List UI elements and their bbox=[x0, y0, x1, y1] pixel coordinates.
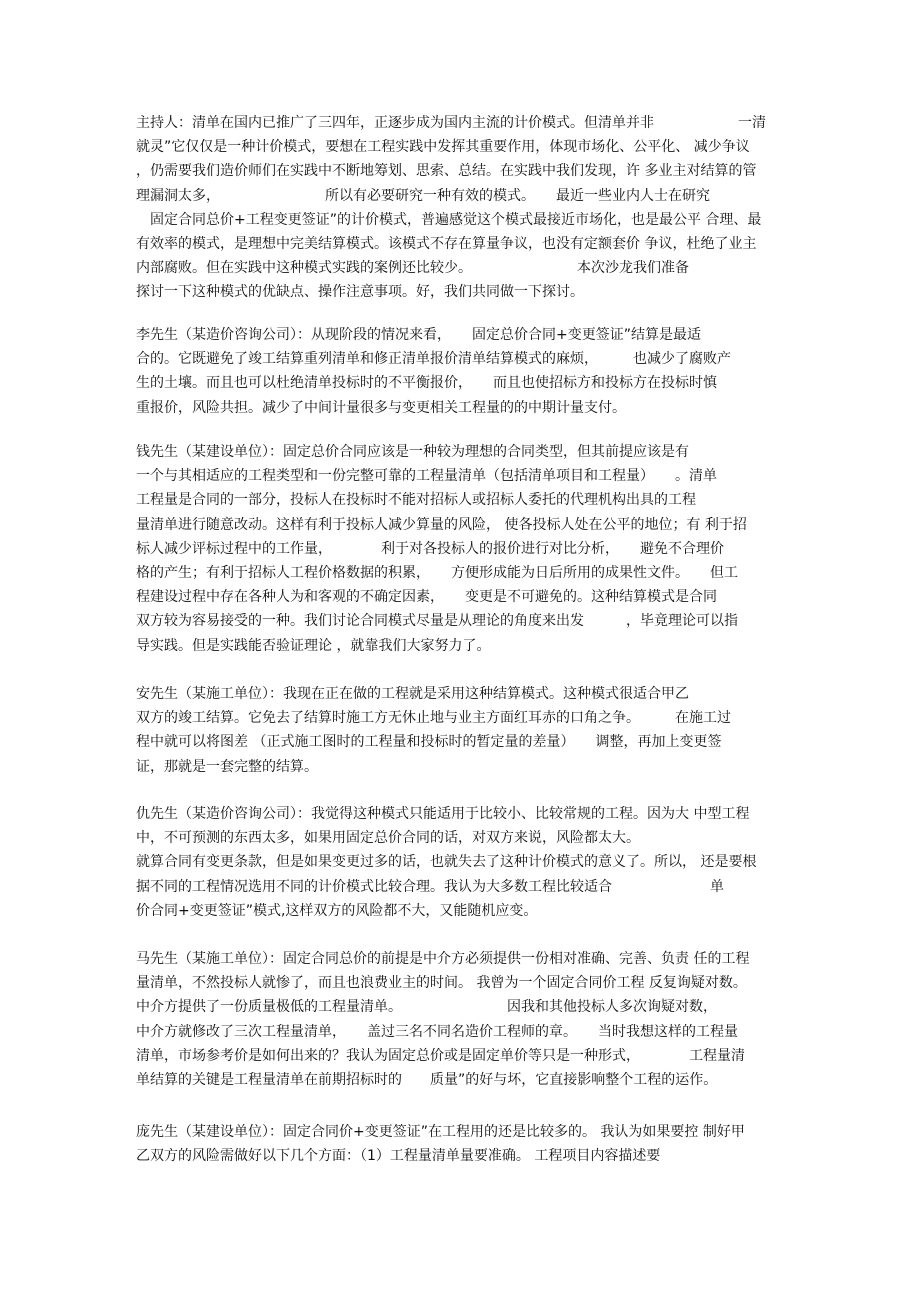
text-line-content: 双方的竣工结算。它免去了结算时施工方无休止地与业主方面红耳赤的口角之争。 在施工过 bbox=[136, 710, 731, 726]
text-line bbox=[136, 538, 784, 560]
text-line-content: 马先生（某施工单位）：固定合同总价的前提是中介方必须提供一份相对准确、完善、负责 任的工程 bbox=[136, 951, 750, 967]
text-line bbox=[136, 948, 784, 970]
text-line bbox=[136, 233, 784, 255]
text-line-content: 有效率的模式，是理想中完美结算模式。该模式不存在算量争议，也没有定额套价 争议，杜绝了业主 bbox=[136, 236, 757, 252]
text-line-content: 庞先生（某建设单位）：固定合同价+变更签证”在工程用的还是比较多的。 我认为如果要控 制好甲 bbox=[136, 1124, 745, 1140]
text-line-content: 主持人：清单在国内已推广了三四年，正逐步成为国内主流的计价模式。但清单并非 一清 bbox=[136, 115, 766, 131]
text-line bbox=[136, 683, 784, 705]
text-line-content: 工程量是合同的一部分，投标人在投标时不能对招标人或招标人委托的代理机构出具的工程 bbox=[136, 492, 696, 508]
text-line-content: 重报价，风险共担。减少了中间计量很多与变更相关工程量的的中期计量支付。 bbox=[136, 400, 626, 416]
text-line bbox=[136, 209, 784, 231]
text-line bbox=[136, 1121, 784, 1143]
text-line-content: 程建设过程中存在各种人为和客观的不确定因素， 变更是不可避免的。这种结算模式是合同 bbox=[136, 589, 717, 605]
text-line bbox=[136, 996, 784, 1018]
text-line bbox=[136, 972, 784, 994]
text-line-content: 一个与其相适应的工程类型和一份完整可靠的工程量清单（包括清单项目和工程量） 。清单 bbox=[136, 468, 717, 484]
text-line-content: ，仍需要我们造价师们在实践中不断地筹划、思索、总结。在实践中我们发现，许 多业主对结算的管 bbox=[136, 163, 757, 179]
text-line-content: 就算合同有变更条款，但是如果变更过多的话，也就失去了这种计价模式的意义了。所以， 还是要根 bbox=[136, 854, 757, 870]
text-line bbox=[136, 372, 784, 394]
text-line-content: 生的土壤。而且也可以杜绝清单投标时的不平衡报价， 而且也使招标方和投标方在投标时慎 bbox=[136, 375, 717, 391]
text-line-content: 格的产生；有利于招标人工程价格数据的积累， 方便形成能为日后所用的成果性文件。 但工 bbox=[136, 565, 738, 581]
text-line bbox=[136, 281, 784, 303]
text-line-content: 钱先生（某建设单位）：固定总价合同应该是一种较为理想的合同类型，但其前提应该是有 bbox=[136, 444, 689, 460]
text-line bbox=[136, 707, 784, 729]
text-line-content: 固定合同总价+工程变更签证”的计价模式，普遍感觉这个模式最接近市场化，也是最公平 合理、最 bbox=[136, 212, 762, 228]
text-line-content: 乙双方的风险需做好以下几个方面：（1）工程量清单量要准确。 工程项目内容描述要 bbox=[136, 1148, 661, 1164]
text-line bbox=[136, 756, 784, 778]
text-line bbox=[136, 876, 784, 898]
text-line-content: 合的。它既避免了竣工结算重列清单和修正清单报价清单结算模式的麻烦， 也减少了腐败产 bbox=[136, 351, 731, 367]
text-line-content: 安先生（某施工单位）：我现在正在做的工程就是采用这种结算模式。这种模式很适合甲乙 bbox=[136, 686, 689, 702]
text-line bbox=[136, 1069, 784, 1091]
text-line bbox=[136, 112, 784, 134]
text-line bbox=[136, 348, 784, 370]
text-line-content: 就灵”它仅仅是一种计价模式，要想在工程实践中发挥其重要作用，体现市场化、公平化、 减少争议 bbox=[136, 139, 750, 155]
text-line-content: 中介方就修改了三次工程量清单， 盖过三名不同名造价工程师的章。 当时我想这样的工程量 bbox=[136, 1024, 738, 1040]
text-line bbox=[136, 562, 784, 584]
text-line bbox=[136, 185, 784, 207]
text-line bbox=[136, 514, 784, 536]
text-line bbox=[136, 324, 784, 346]
text-line-content: 李先生（某造价咨询公司）：从现阶段的情况来看， 固定总价合同+变更签证”结算是最适 bbox=[136, 327, 701, 343]
text-line-content: 仇先生（某造价咨询公司）：我觉得这种模式只能适用于比较小、比较常规的工程。因为大 中型工程 bbox=[136, 806, 750, 822]
text-line bbox=[136, 489, 784, 511]
text-line-content: 证，那就是一套完整的结算。 bbox=[136, 759, 318, 775]
text-line-content: 标人减少评标过程中的工作量， 利于对各投标人的报价进行对比分析， 避免不合理价 bbox=[136, 541, 724, 557]
text-line-content: 量清单进行随意改动。这样有利于投标人减少算量的风险， 使各投标人处在公平的地位；有 利于招 bbox=[136, 517, 747, 533]
text-line-content: 价合同+变更签证”模式,这样双方的风险都不大，又能随机应变。 bbox=[136, 903, 538, 919]
text-line bbox=[136, 635, 784, 657]
text-line bbox=[136, 397, 784, 419]
text-line-content: 探讨一下这种模式的优缺点、操作注意事项。好，我们共同做一下探讨。 bbox=[136, 284, 584, 300]
text-line bbox=[136, 465, 784, 487]
text-line-content: 据不同的工程情况选用不同的计价模式比较合理。我认为大多数工程比较适合 单 bbox=[136, 879, 724, 895]
text-line-content: 内部腐败。但在实践中这种模式实践的案例还比较少。 本次沙龙我们准备 bbox=[136, 260, 689, 276]
text-line-content: 中，不可预测的东西太多，如果用固定总价合同的话，对双方来说，风险都太大。 bbox=[136, 830, 640, 846]
text-line bbox=[136, 851, 784, 873]
text-line bbox=[136, 257, 784, 279]
text-line bbox=[136, 136, 784, 158]
text-line bbox=[136, 610, 784, 632]
text-line bbox=[136, 1145, 784, 1167]
text-line bbox=[136, 803, 784, 825]
text-line bbox=[136, 827, 784, 849]
text-line-content: 量清单，不然投标人就惨了，而且也浪费业主的时间。 我曾为一个固定合同价工程 反复询疑对数。 bbox=[136, 975, 747, 991]
text-line-content: 导实践。但是实践能否验证理论 ，就靠我们大家努力了。 bbox=[136, 638, 491, 654]
text-line bbox=[136, 586, 784, 608]
text-line-content: 理漏洞太多， 所以有必要研究一种有效的模式。 最近一些业内人士在研究 bbox=[136, 188, 710, 204]
text-line bbox=[136, 441, 784, 463]
text-line-content: 清单，市场参考价是如何出来的？我认为固定总价或是固定单价等只是一种形式， 工程量清 bbox=[136, 1048, 745, 1064]
text-line-content: 双方较为容易接受的一种。我们讨论合同模式尽量是从理论的角度来出发 ，毕竟理论可以指 bbox=[136, 613, 738, 629]
text-line-content: 程中就可以将图差 （正式施工图时的工程量和投标时的暂定量的差量） 调整，再加上变更签 bbox=[136, 734, 722, 750]
text-line bbox=[136, 160, 784, 182]
text-line bbox=[136, 900, 784, 922]
text-line bbox=[136, 1045, 784, 1067]
text-line bbox=[136, 1021, 784, 1043]
text-line-content: 单结算的关键是工程量清单在前期招标时的 质量”的好与坏，它直接影响整个工程的运作。 bbox=[136, 1072, 718, 1088]
text-line bbox=[136, 731, 784, 753]
text-line-content: 中介方提供了一份质量极低的工程量清单。 因我和其他投标人多次询疑对数， bbox=[136, 999, 717, 1015]
